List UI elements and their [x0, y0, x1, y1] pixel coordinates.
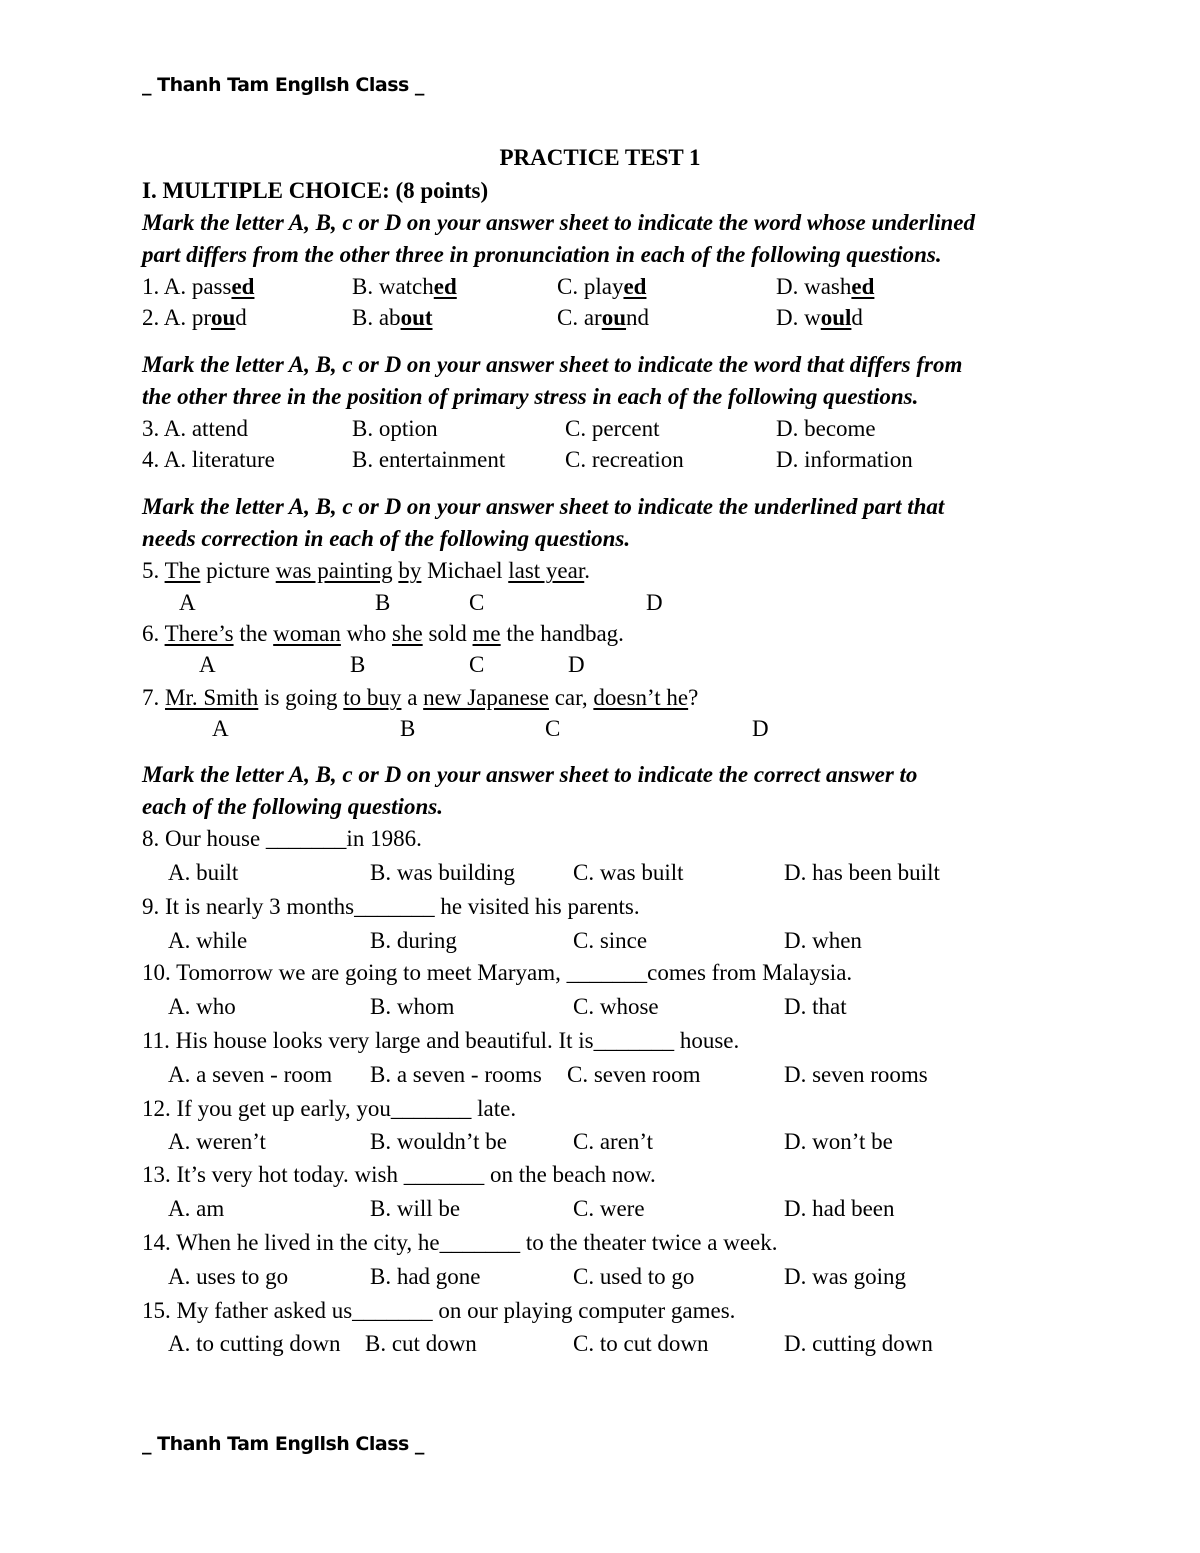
q6-letter-b: B: [350, 652, 366, 677]
q11-option-d: D. seven rooms: [784, 1062, 928, 1087]
q15-option-d: D. cutting down: [784, 1331, 933, 1356]
q12-option-c: C. aren’t: [573, 1129, 654, 1154]
q8-option-b: B. was building: [370, 860, 516, 885]
q14-option-a: A. uses to go: [168, 1264, 289, 1289]
q15-option-b: B. cut down: [365, 1331, 477, 1356]
q14-option-c: C. used to go: [573, 1264, 695, 1289]
q9-option-d: D. when: [784, 928, 862, 953]
q3-option-d: D. become: [776, 416, 876, 441]
q2-option-a: 2. A. proud: [142, 305, 247, 330]
q3-option-a: 3. A. attend: [142, 416, 249, 441]
q1-option-c: C. played: [557, 274, 647, 299]
q5-letter-c: C: [469, 590, 485, 615]
q1-option-b: B. watched: [352, 274, 457, 299]
q7-letter-b: B: [400, 716, 416, 741]
q13-stem: 13. It’s very hot today. wish _______ on the beach now.: [142, 1162, 656, 1187]
q13-option-d: D. had been: [784, 1196, 895, 1221]
page-title: PRACTICE TEST 1: [499, 145, 701, 170]
q12-option-d: D. won’t be: [784, 1129, 893, 1154]
q12-option-b: B. wouldn’t be: [370, 1129, 507, 1154]
q7-sentence: 7. Mr. Smith is going to buy a new Japanese car, doesn’t he?: [142, 685, 699, 710]
q6-letter-c: C: [469, 652, 485, 677]
q4-option-c: C. recreation: [565, 447, 684, 472]
q11-stem: 11. His house looks very large and beautiful. It is_______ house.: [142, 1028, 740, 1053]
instruction-stress-line2: the other three in the position of primary stress in each of the following questions.: [142, 384, 919, 409]
q11-option-b: B. a seven - rooms: [370, 1062, 542, 1087]
q14-option-b: B. had gone: [370, 1264, 481, 1289]
q3-option-b: B. option: [352, 416, 438, 441]
q11-option-c: C. seven room: [567, 1062, 701, 1087]
instruction-correct-line2: each of the following questions.: [142, 794, 443, 819]
q8-option-c: C. was built: [573, 860, 684, 885]
q10-option-a: A. who: [168, 994, 236, 1019]
q5-sentence: 5. The picture was painting by Michael last year.: [142, 558, 590, 583]
q5-letter-d: D: [646, 590, 663, 615]
q5-letter-b: B: [375, 590, 391, 615]
instruction-pronunciation-line2: part differs from the other three in pronunciation in each of the following questions.: [142, 242, 942, 267]
q6-letter-d: D: [568, 652, 585, 677]
q5-letter-a: A: [179, 590, 196, 615]
q9-stem: 9. It is nearly 3 months_______ he visited his parents.: [142, 894, 640, 919]
q7-letter-c: C: [545, 716, 561, 741]
q13-option-c: C. were: [573, 1196, 645, 1221]
q12-option-a: A. weren’t: [168, 1129, 266, 1154]
q2-option-b: B. about: [352, 305, 433, 330]
q6-letter-a: A: [199, 652, 216, 677]
q13-option-b: B. will be: [370, 1196, 461, 1221]
q10-option-b: B. whom: [370, 994, 455, 1019]
q8-stem: 8. Our house _______in 1986.: [142, 826, 422, 851]
q10-stem: 10. Tomorrow we are going to meet Maryam, _______comes from Malaysia.: [142, 960, 853, 985]
q13-option-a: A. am: [168, 1196, 225, 1221]
q1-option-a: 1. A. passed: [142, 274, 255, 299]
q9-option-b: B. during: [370, 928, 457, 953]
q4-option-b: B. entertainment: [352, 447, 506, 472]
instruction-correction-line1: Mark the letter A, B, c or D on your answer sheet to indicate the underlined part that: [142, 494, 945, 519]
page-footer: _ Thanh Tam Engllsh Class _: [142, 1433, 424, 1455]
instruction-correction-line2: needs correction in each of the following questions.: [142, 526, 631, 551]
q12-stem: 12. If you get up early, you_______ late.: [142, 1096, 517, 1121]
q8-option-a: A. built: [168, 860, 239, 885]
q14-option-d: D. was going: [784, 1264, 907, 1289]
q7-letter-a: A: [212, 716, 229, 741]
instruction-stress-line1: Mark the letter A, B, c or D on your answer sheet to indicate the word that differs from: [142, 352, 963, 377]
q11-option-a: A. a seven - room: [168, 1062, 333, 1087]
q15-option-c: C. to cut down: [573, 1331, 709, 1356]
instruction-pronunciation-line1: Mark the letter A, B, c or D on your answer sheet to indicate the word whose underlined: [142, 210, 975, 235]
q4-option-a: 4. A. literature: [142, 447, 275, 472]
q1-option-d: D. washed: [776, 274, 875, 299]
q6-sentence: 6. There’s the woman who she sold me the handbag.: [142, 621, 624, 646]
q7-letter-d: D: [752, 716, 769, 741]
q9-option-c: C. since: [573, 928, 648, 953]
q15-option-a: A. to cutting down: [168, 1331, 341, 1356]
q10-option-c: C. whose: [573, 994, 659, 1019]
page-header: _ Thanh Tam Engllsh Class _: [142, 74, 424, 96]
q14-stem: 14. When he lived in the city, he_______ to the theater twice a week.: [142, 1230, 778, 1255]
q2-option-c: C. around: [557, 305, 650, 330]
q3-option-c: C. percent: [565, 416, 660, 441]
section-heading: I. MULTIPLE CHOICE: (8 points): [142, 178, 489, 203]
q8-option-d: D. has been built: [784, 860, 940, 885]
q10-option-d: D. that: [784, 994, 847, 1019]
instruction-correct-line1: Mark the letter A, B, c or D on your answer sheet to indicate the correct answer to: [142, 762, 918, 787]
q2-option-d: D. would: [776, 305, 863, 330]
q15-stem: 15. My father asked us_______ on our playing computer games.: [142, 1298, 736, 1323]
q4-option-d: D. information: [776, 447, 913, 472]
q9-option-a: A. while: [168, 928, 248, 953]
